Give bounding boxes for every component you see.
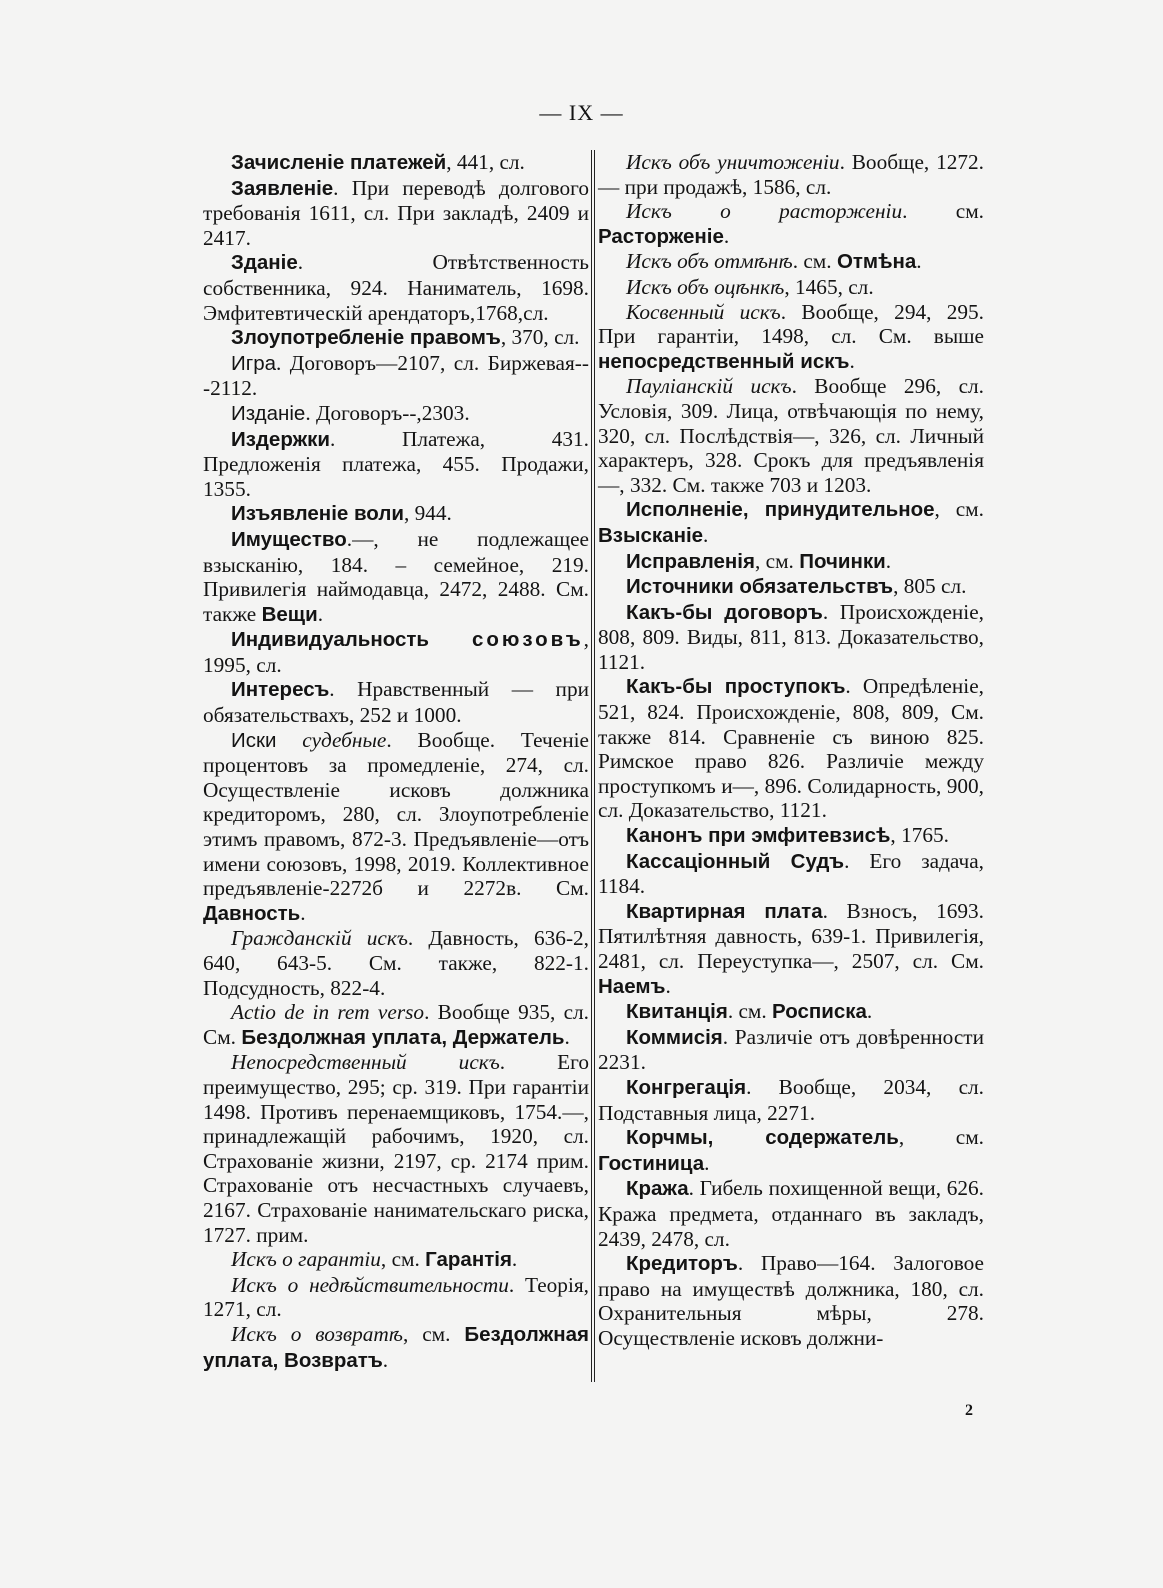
index-entry [598, 1125, 984, 1176]
entry-text: . Вообще, 2034, сл. Подставныя лица, 2271. [598, 1074, 984, 1125]
index-entry [203, 527, 589, 627]
cross-reference: Наемъ [598, 974, 666, 998]
entry-text: . Право—164. Залоговое право на имуществѣ должника, 180, сл. Охранительныя мѣры, 278. Осуществленіе исковъ должни- [598, 1251, 984, 1350]
entry-heading: Исправленія [626, 549, 755, 573]
index-entry [203, 325, 589, 351]
index-entry [598, 199, 984, 249]
entry-heading: Зачисленіе платежей [231, 151, 447, 174]
entry-text: . [382, 1347, 389, 1372]
entry-text: . Нравственный — при обязательствахъ, 252 и 1000. [203, 677, 589, 728]
entry-heading: Какъ-бы проступокъ [626, 675, 846, 699]
cross-reference: Починки [799, 549, 886, 573]
entry-text: . [916, 249, 922, 274]
entry-text: . Платежа, 431. Предложенія платежа, 455. Продажи, 1355. [203, 426, 589, 501]
entry-heading-spaced: союзовъ [472, 628, 584, 652]
entry-text: .—, не подлежащее взысканію, 184. – семейное, 219. Привилегія наймодавца, 2472, 2488. См. также [203, 526, 589, 626]
entry-italic: Actio de in rem verso [231, 1000, 425, 1025]
index-entry [598, 823, 984, 849]
index-entry [203, 250, 589, 325]
entry-text: . [511, 1247, 518, 1272]
entry-heading: Иски [231, 728, 277, 752]
entry-text: , см. [934, 497, 984, 522]
entry-text: , см. [898, 1125, 984, 1150]
index-entry [598, 1025, 984, 1075]
entry-heading: Исполненіе, принудительное [626, 498, 935, 522]
entry-text: . Его преимущество, 295; ср. 319. При гарантіи 1498. Противъ перенаемщиковъ, 1754.—, принадлежащій рабочимъ, 1920, сл. Страхованіе жизни, 2197, ср. 2174 прим. Страхованіе отъ несчастныхъ случаевъ, 2167. Страхованіе нанимательскаго риска, 1727. прим. [203, 1050, 589, 1247]
index-entry [203, 401, 589, 427]
index-entry [598, 999, 984, 1025]
entry-text: , 370, сл. [500, 325, 580, 350]
entry-text: . [866, 999, 873, 1024]
entry-text: , 441, сл. [446, 150, 525, 174]
entry-heading: Корчмы, содержатель [626, 1126, 899, 1150]
cross-reference: Гарантія [425, 1248, 512, 1272]
entry-text: . [300, 900, 306, 925]
entry-text: , 1765. [890, 823, 949, 848]
cross-reference: Вещи [261, 602, 318, 626]
index-column-right [598, 150, 984, 1351]
entry-text: . Его задача, 1184. [598, 848, 985, 899]
entry-italic: Искъ о возвратѣ [231, 1321, 404, 1346]
cross-reference: Гостиница [598, 1151, 705, 1175]
entry-heading: Квартирная плата [626, 899, 823, 923]
index-column-left [203, 150, 589, 1373]
entry-heading: Коммисія [626, 1025, 723, 1049]
signature-mark: 2 [965, 1402, 973, 1419]
entry-text: . Гибель похищенной вещи, 626. Кража предмета, отданнаго въ закладъ, 2439, 2478, сл. [598, 1176, 984, 1251]
cross-reference: Давность [203, 901, 301, 925]
entry-italic: Искъ о гарантіи [231, 1247, 381, 1272]
entry-text: , 1995, сл. [203, 627, 589, 677]
entry-heading: Имущество [231, 527, 347, 551]
entry-text: . Договоръ—2107, сл. Биржевая---2112. [203, 350, 589, 401]
entry-text: , см. [403, 1321, 465, 1346]
entry-text: . Вообще 935, сл. См. [203, 1000, 589, 1049]
entry-italic: Искъ о расторженіи [626, 199, 903, 224]
index-entry [203, 427, 589, 502]
cross-reference: Отмѣна [836, 250, 917, 274]
entry-heading: Игра [231, 351, 277, 375]
entry-italic: Непосредственный искъ [231, 1050, 500, 1075]
index-entry [203, 728, 589, 927]
entry-heading: Какъ-бы договоръ [626, 600, 823, 624]
cross-reference: Бездолжная уплата, Возвратъ [203, 1322, 589, 1372]
index-entry [598, 1075, 984, 1125]
index-entry [598, 497, 984, 548]
entry-heading: Источники обязательствъ [626, 575, 894, 599]
page-number: — IX — [539, 100, 624, 125]
index-entry [203, 1247, 589, 1273]
entry-text: . [885, 548, 892, 573]
entry-text: . см. [902, 199, 985, 224]
column-divider [591, 150, 592, 1382]
index-entry [598, 899, 984, 999]
entry-heading: Квитанція [626, 1000, 728, 1024]
entry-text: , 1465, сл. [784, 274, 874, 299]
entry-text: . см. [792, 249, 837, 274]
entry-heading: Кредиторъ [626, 1252, 738, 1276]
entry-italic: Косвенный искъ [626, 299, 781, 324]
index-entry [598, 150, 984, 199]
entry-text: . Давность, 636-2, 640, 643-5. См. также, 822-1. Подсудность, 822-4. [203, 926, 590, 1000]
index-entry [203, 627, 589, 677]
cross-reference: Бездолжная уплата, Держатель [241, 1025, 565, 1049]
entry-text: . [849, 348, 855, 373]
entry-text: . [564, 1024, 570, 1049]
entry-text: . [703, 522, 709, 547]
index-entry [598, 574, 984, 600]
entry-text: . [704, 1150, 710, 1175]
entry-text: . Вообще, 294, 295. При гарантіи, 1498, сл. См. выше [598, 299, 984, 349]
index-entry [203, 677, 589, 727]
cross-reference: непосредственный искъ [598, 349, 850, 373]
index-entry [203, 926, 589, 1000]
index-entry [203, 176, 589, 251]
index-entry [598, 374, 984, 497]
entry-text: . [723, 223, 730, 248]
index-entry [598, 300, 984, 375]
entry-text: . [317, 601, 324, 626]
index-entry [598, 674, 984, 823]
index-entry [203, 1000, 589, 1050]
index-entry [203, 1050, 589, 1247]
entry-heading: Индивидуальность [231, 628, 430, 652]
entry-italic: судебные [276, 727, 387, 752]
entry-text: , 944. [403, 501, 452, 526]
entry-heading: Злоупотребленіе правомъ [231, 326, 501, 350]
entry-text: . Различіе отъ довѣренности 2231. [598, 1024, 984, 1075]
entry-heading: Издержки [231, 427, 330, 451]
entry-italic: Искъ о недѣйствительности [231, 1272, 509, 1297]
entry-text: , 805 сл. [893, 574, 967, 599]
entry-heading: Канонъ при эмфитевзисѣ [626, 824, 891, 848]
entry-text: . Происхожденіе, 808, 809. Виды, 811, 813. Доказательство, 1121. [598, 599, 984, 674]
index-entry [598, 249, 984, 275]
entry-italic: Искъ объ оцѣнкѣ [626, 274, 785, 299]
entry-text: , см. [754, 548, 800, 573]
entry-heading: Изъявленіе воли [231, 502, 404, 526]
index-entry [203, 150, 589, 176]
index-entry [598, 275, 984, 300]
entry-heading: Изданіе [231, 401, 306, 425]
entry-text: . Вообще, 1272.— при продажѣ, 1586, сл. [598, 150, 984, 199]
entry-heading: Интересъ [231, 678, 330, 702]
entry-text: . Договоръ--,2303. [305, 400, 470, 425]
entry-text: . см. [727, 999, 773, 1024]
index-entry [598, 849, 984, 899]
index-entry [203, 501, 589, 527]
entry-heading: Заявленіе [231, 176, 334, 200]
entry-heading: Кассаціонный Судъ [626, 849, 845, 873]
entry-italic: Искъ объ уничтоженіи [626, 150, 840, 174]
entry-text: . [665, 973, 671, 998]
entry-text: . Теорія, 1271, сл. [203, 1272, 589, 1322]
index-entry [203, 1273, 589, 1322]
entry-italic: Искъ объ отмѣнѣ [626, 249, 793, 274]
entry-text: . Взносъ, 1693. Пятилѣтняя давность, 639-1. Привилегія, 2481, сл. Переуступка—, 2507, сл. См. [598, 898, 984, 973]
cross-reference: Взысканіе [598, 523, 704, 547]
entry-text: . Опредѣленіе, 521, 824. Происхожденіе, 808, 809, См. также 814. Сравненіе съ виною 825. Римское право 826. Различіе между проступкомъ и—, 896. Солидарность, 900, сл. Доказательство, 1121. [598, 674, 984, 823]
index-entry [203, 351, 589, 401]
entry-text: . Вообще 296, сл. Условія, 309. Лица, отвѣчающія по нему, 320, сл. Послѣдствія—, 326, сл. Личный характеръ, 328. Срокъ для предъявленія—, 332. См. также 703 и 1203. [598, 374, 984, 497]
cross-reference: Расторженіе [598, 224, 724, 248]
entry-heading: Кража [626, 1177, 689, 1201]
entry-text: . Отвѣтственность собственника, 924. Наниматель, 1698. Эмфитевтическій арендаторъ,1768,сл. [203, 250, 589, 325]
cross-reference: Росписка [772, 1000, 867, 1024]
index-entry [598, 1176, 984, 1251]
entry-text: . При переводѣ долгового требованія 1611, сл. При закладѣ, 2409 и 2417. [203, 175, 589, 250]
index-entry [598, 549, 984, 575]
column-divider [594, 150, 595, 1382]
entry-italic: Пауліанскій искъ [626, 374, 792, 399]
entry-italic: Гражданскій искъ [231, 926, 408, 951]
index-entry [598, 600, 984, 675]
index-entry [598, 1251, 984, 1350]
entry-heading: Зданіе [231, 251, 298, 275]
entry-text: . Вообще. Теченіе процентовъ за промедленіе, 274, сл. Осуществленіе исковъ должника кредиторомъ, 280, сл. Злоупотребленіе этимъ правомъ, 872-3. Предъявленіе—отъ имени союзовъ, 1998, 2019. Коллективное предъявленіе-2272б и 2272в. См. [203, 727, 589, 901]
index-entry [203, 1322, 589, 1373]
entry-heading: Конгрегація [626, 1075, 747, 1099]
entry-text: , см. [380, 1247, 426, 1272]
